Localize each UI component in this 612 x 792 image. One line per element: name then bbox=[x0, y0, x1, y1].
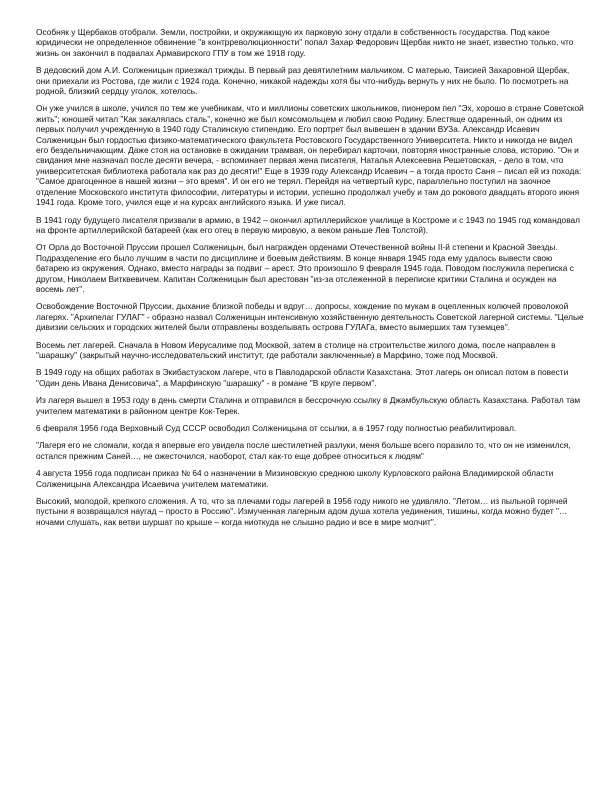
paragraph: Высокий, молодой, крепкого сложения. А то, что за плечами годы лагерей в 1956 году никого не удивляло. "Летом… из пыльной горячей пустыни я возвращался наугад – просто в Россию". Измученная лагерным адом душа хотела уединения, тишины, когда можно будет "… ночами слушать, как ветви шуршат по крыше – когда ниоткуда не слышно радио и все в мире молчит". bbox=[36, 496, 568, 527]
paragraph: Восемь лет лагерей. Сначала в Новом Иерусалиме под Москвой, затем в столице на строительстве жилого дома, после направлен в "шарашку" (закрытый научно-исследовательский институт, где работали заключенные) в Марфино, тоже под Москвой. bbox=[36, 339, 556, 360]
paragraph: От Орла до Восточной Пруссии прошел Солженицын, был награжден орденами Отечественной войны II-й степени и Красной Звезды. Подразделение его было лучшим в части по дисциплине и боевым действиям. В конце января 1945 года ему удалось вывести свою батарею из окружения. Однако, вместо награды за подвиг – арест. Это произошло 9 февраля 1945 года. Поводом послужила переписка с другом, Николаем Витквевичем. Капитан Солженицын был арестован "из-за отслеженной в переписке критики Сталина и осужден на восемь лет". bbox=[36, 242, 574, 294]
paragraph: В 1941 году будущего писателя призвали в армию, в 1942 – окончил артиллерийское училище в Костроме и с 1943 по 1945 год командовал на фронте артиллерийской батареей (как его отец в первую мировую, а веком раньше Лев Толстой). bbox=[36, 214, 581, 235]
paragraph: В 1949 году на общих работах в Экибастузском лагере, что в Павлодарской области Казахстана. Этот лагерь он описал потом в повести "Один день Ивана Денисовича", а Марфинскую "шарашку" - в романе "В круге первом". bbox=[36, 367, 569, 388]
paragraph: 4 августа 1956 года подписан приказ № 64 о назначении в Мизиновскую среднюю школу Курловского района Владимирской области Солженицына Александра Исаевича учителем математики. bbox=[36, 468, 554, 489]
paragraph: Из лагеря вышел в 1953 году в день смерти Сталина и отправился в бессрочную ссылку в Джамбульскую область Казахстана. Работал там учителем математики в районном центре Кок-Терек. bbox=[36, 395, 581, 416]
paragraph: В дедовский дом А.И. Солженицын приезжал трижды. В первый раз девятилетним мальчиком. С матерью, Таисией Захаровной Щербак, они приехали из Ростова, где жили с 1924 года. Конечно, никакой надежды хотя бы что-нибудь вернуть у них не было. По посмотреть на родной, близкий сердцу уголок, хотелось. bbox=[36, 65, 570, 97]
paragraph: Он уже учился в школе, учился по тем же учебникам, что и миллионы советских школьников, пионером пел "Эх, хорошо в стране Советской жить"; юношей читал "Как закалялась сталь", конечно же был комсомольцем и любил свою Родину. Блестяще одаренный, он одним из первых получил учрежденную в 1940 году Сталинскую стипендию. Его портрет был вывешен в здании ВУЗа. Александр Исаевич Солженицын был гордостью физико-математического факультета Ростовского Государственного Университета. Никто и никогда не видел его бездельничающим. Даже стоя на остановке в ожидании трамвая, он перебирал карточки, повторяя иностранные слова, историю. "Он и свидания мне назначал после десяти вечера, - вспоминает первая жена писателя, Наталья Алексеевна Решетовская, - дело в том, что университетская библиотека работала как раз до десяти!" Еще в 1939 году Александр Исаевич – а тогда просто Саня – писал ей из похода: "Самое драгоценное в нашей жизни – это время". И он его не терял. Перейдя на четвертый курс, параллельно поступил на заочное отделение Московского института философии, литературы и истории, успешно продолжал учебу и там до рокового двадцать второго июня 1941 года. Кроме того, учился еще и на курсах английского языка. И уже писал. bbox=[36, 103, 584, 208]
paragraph: Особняк у Щербаков отобрали. Земли, постройки, и окружающую их парковую зону отдали в собственность государства. Под какое юридически не определенное обвинение "в контрреволюционности" попал Захар Федорович Щербак никто не знает, известно только, что жизнь он закончил в подвалах Армавирского ГПУ в том же 1918 году. bbox=[36, 27, 574, 58]
paragraph: Освобождение Восточной Пруссии, дыхание близкой победы и вдруг… допросы, хождение по мукам в оцепленных колючей проволокой лагерях. "Архипелаг ГУЛАГ" - образно назвал Солженицын интенсивную хозяйственную деятельность Советской лагерной системы. "Целые дивизии сельских и городских жителей были отправлены возделывать острова ГУЛАГа, вместо вымерших там туземцев". bbox=[36, 301, 584, 333]
paragraph: "Лагеря его не сломали, когда я впервые его увидела после шестилетней разлуки, меня больше всего поразило то, что он не изменился, остался прежним Саней…, не ожесточился, наоборот, стал как-то еще добрее относиться к людям" bbox=[36, 440, 571, 461]
paragraph: 6 февраля 1956 года Верховный Суд СССР освободил Солженицына от ссылки, а в 1957 году полностью реабилитировал. bbox=[36, 423, 517, 433]
